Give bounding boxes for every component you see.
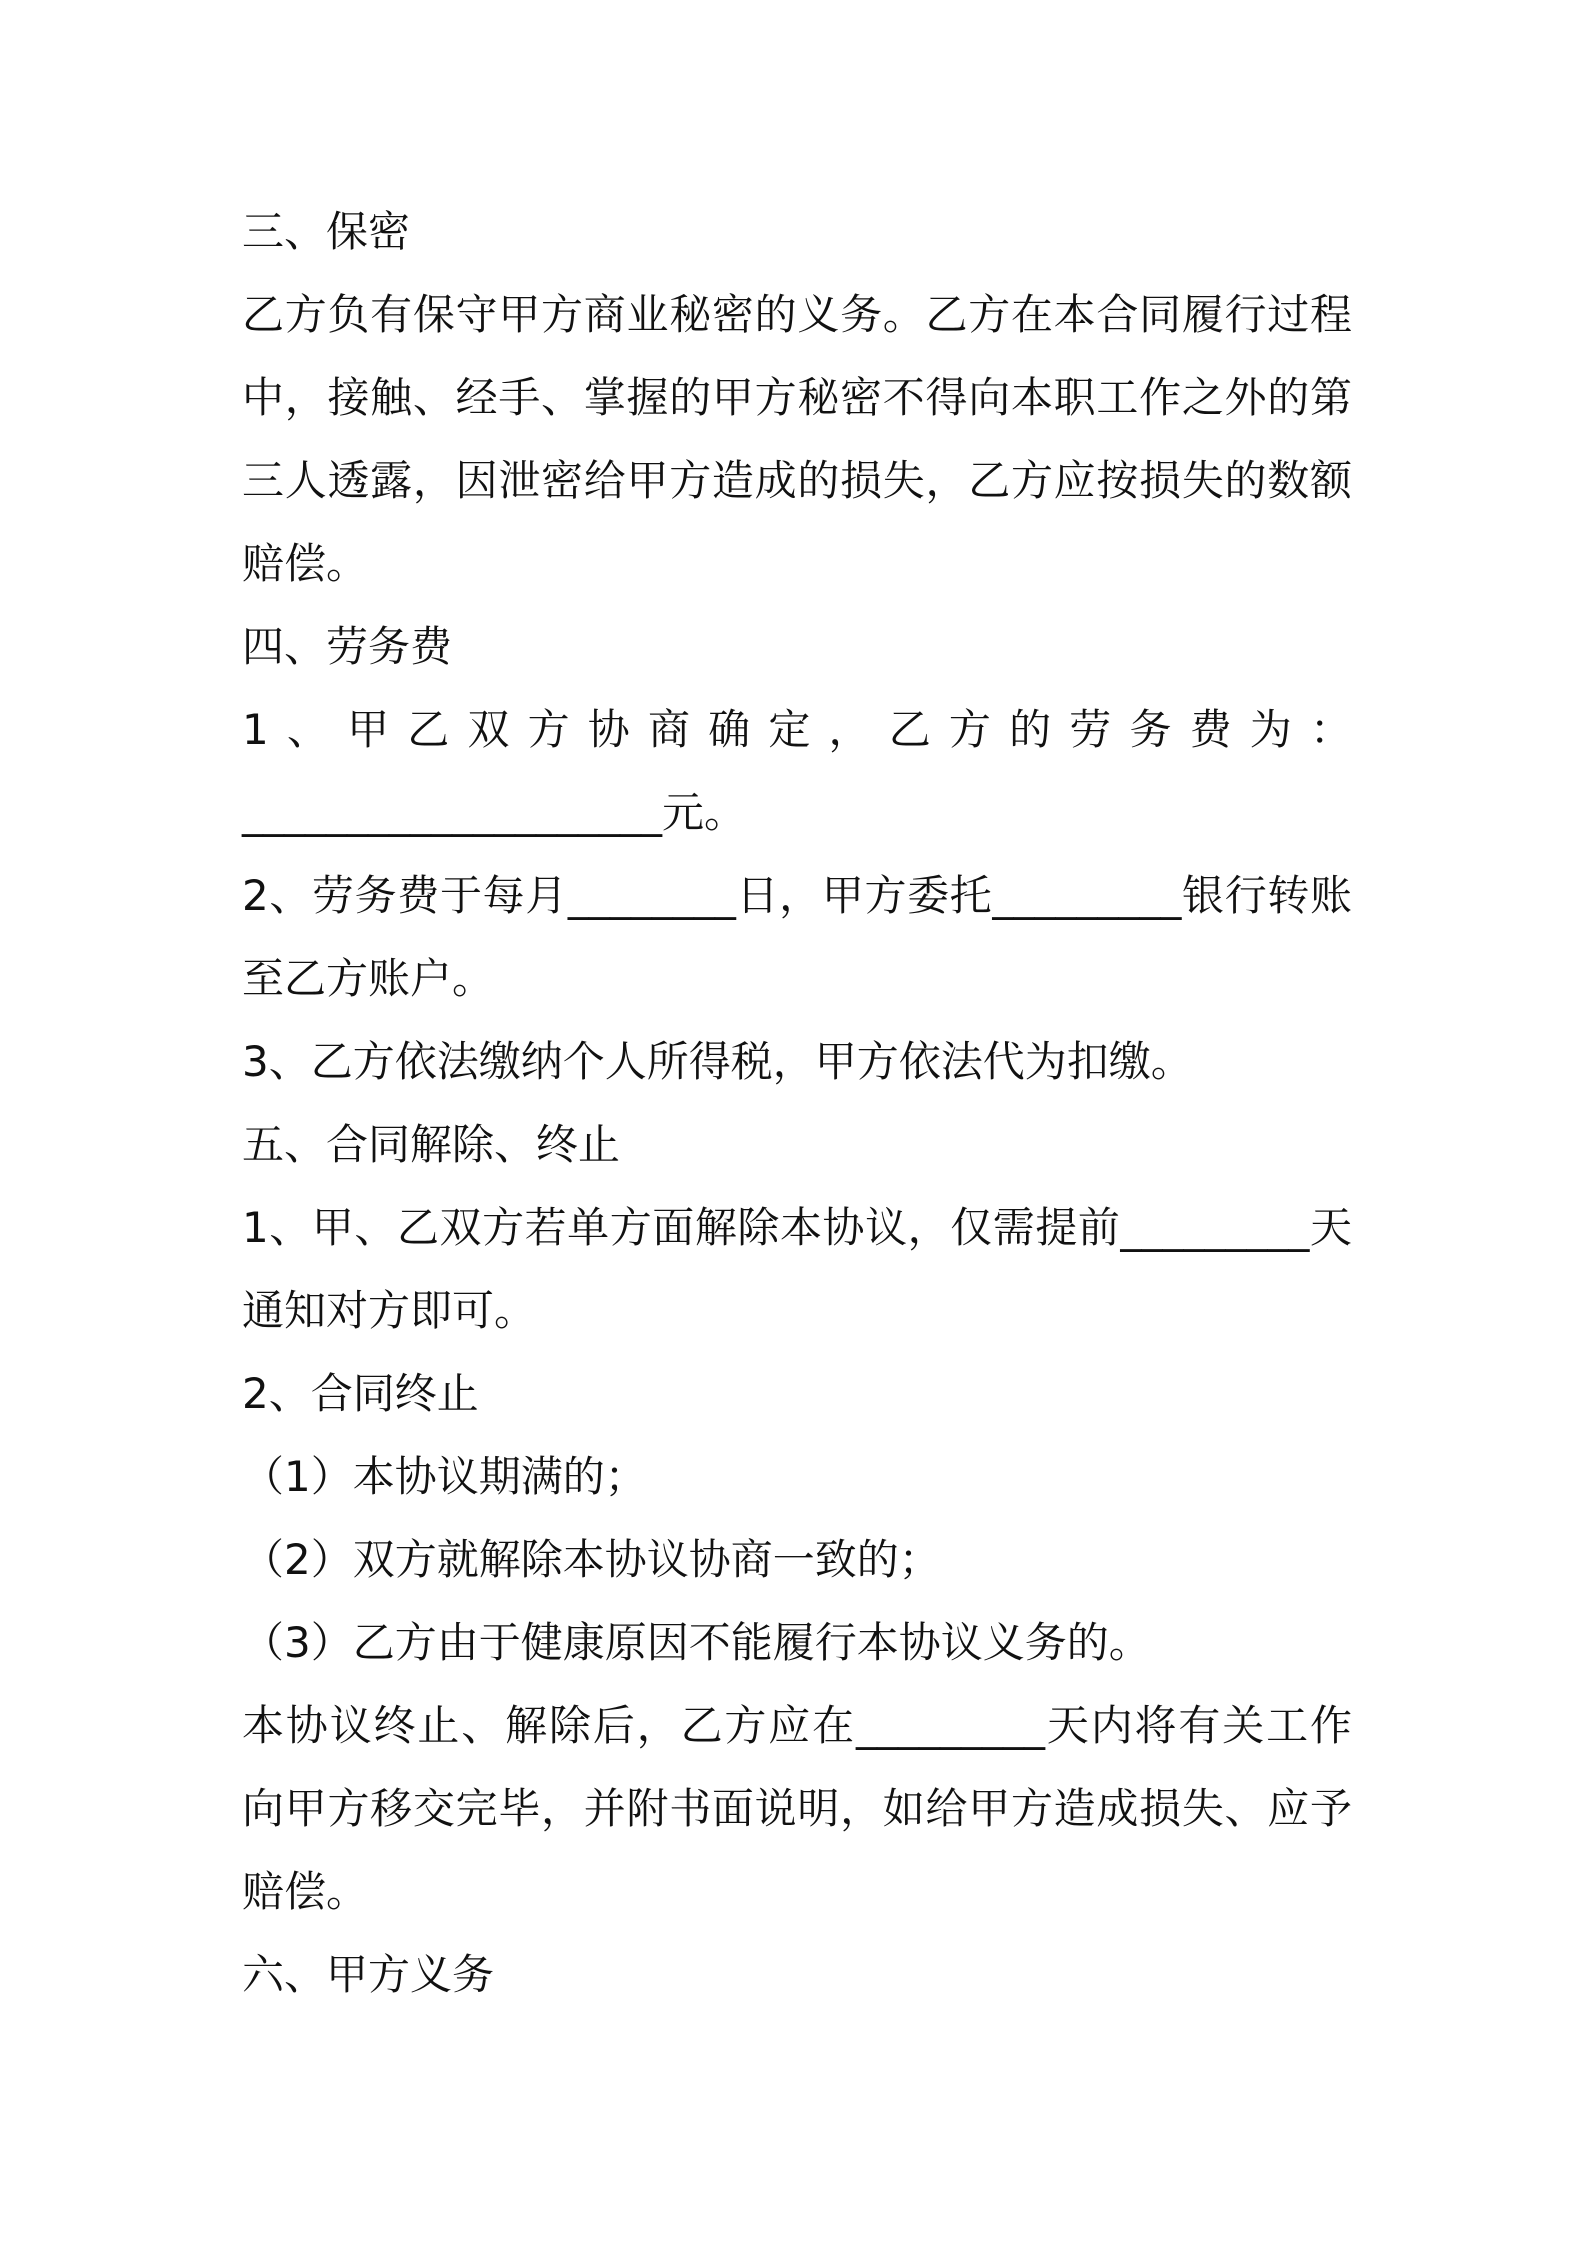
fee-clause-1-line: 1、甲乙双方协商确定，乙方的劳务费为： — [242, 705, 1352, 754]
fee-clause-2-line: 2、劳务费于每月________日，甲方委托_________银行转账 — [242, 871, 1352, 920]
section-heading-confidentiality: 三、保密 — [242, 207, 411, 256]
termination-sub-item: （1）本协议期满的； — [242, 1452, 647, 1501]
termination-sub-item: （3）乙方由于健康原因不能履行本协议义务的。 — [242, 1618, 1151, 1667]
section-heading-termination: 五、合同解除、终止 — [242, 1120, 621, 1169]
fee-clause-1-blank-line: ____________________元。 — [242, 788, 747, 837]
handover-text-line: 赔偿。 — [242, 1867, 369, 1916]
confidentiality-text-line: 乙方负有保守甲方商业秘密的义务。乙方在本合同履行过程 — [242, 290, 1352, 339]
section-heading-party-a-obligations: 六、甲方义务 — [242, 1950, 495, 1999]
confidentiality-text-line: 中，接触、经手、掌握的甲方秘密不得向本职工作之外的第 — [242, 373, 1352, 422]
termination-sub-item: （2）双方就解除本协议协商一致的； — [242, 1535, 941, 1584]
termination-clause-2-line: 2、合同终止 — [242, 1369, 479, 1418]
section-heading-service-fee: 四、劳务费 — [242, 622, 453, 671]
handover-text-line: 向甲方移交完毕，并附书面说明，如给甲方造成损失、应予 — [242, 1784, 1352, 1833]
termination-clause-1-line: 通知对方即可。 — [242, 1286, 537, 1335]
fee-clause-2-line: 至乙方账户。 — [242, 954, 495, 1003]
fee-clause-3-line: 3、乙方依法缴纳个人所得税，甲方依法代为扣缴。 — [242, 1037, 1193, 1086]
termination-clause-1-line: 1、甲、乙双方若单方面解除本协议，仅需提前_________天 — [242, 1203, 1352, 1252]
handover-text-line: 本协议终止、解除后，乙方应在_________天内将有关工作 — [242, 1701, 1352, 1750]
document-body — [242, 190, 1352, 2016]
confidentiality-text-line: 三人透露，因泄密给甲方造成的损失，乙方应按损失的数额 — [242, 456, 1352, 505]
confidentiality-text-line: 赔偿。 — [242, 539, 369, 588]
